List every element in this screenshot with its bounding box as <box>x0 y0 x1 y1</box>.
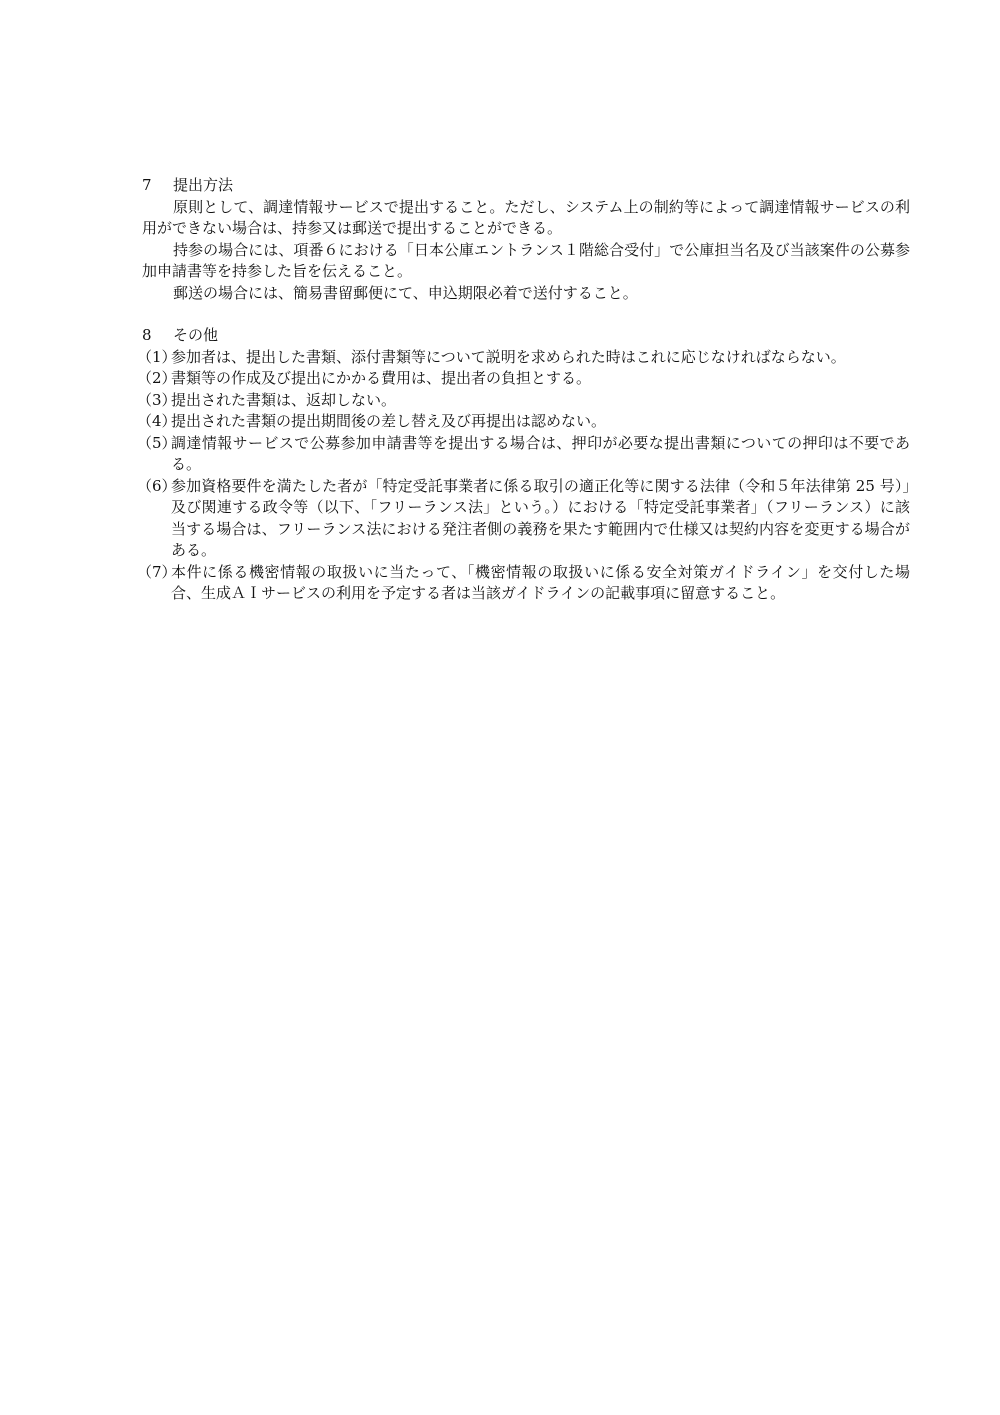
section-number: 7 <box>142 176 152 194</box>
section-title: その他 <box>173 326 219 344</box>
item-text: 書類等の作成及び提出にかかる費用は、提出者の負担とする。 <box>171 369 592 387</box>
section-spacer <box>142 304 910 325</box>
list-item <box>137 433 910 476</box>
item-mark: （6） <box>137 476 177 495</box>
section-8-heading <box>142 325 910 347</box>
section-7-paragraph-1: 原則として、調達情報サービスで提出すること。ただし、システム上の制約等によって調達情報サービスの利用ができない場合は、持参又は郵送で提出することができる。 <box>142 197 910 237</box>
list-item <box>137 390 910 412</box>
item-text: 提出された書類は、返却しない。 <box>171 390 397 409</box>
list-item <box>137 411 910 433</box>
document-body <box>137 175 910 605</box>
section-7-heading <box>142 175 910 197</box>
item-mark: （4） <box>137 412 177 430</box>
item-text: 参加者は、提出した書類、添付書類等について説明を求められた時はこれに応じなければならない。 <box>171 347 846 366</box>
list-item <box>137 368 910 390</box>
list-item <box>137 476 910 562</box>
item-text: 調達情報サービスで公募参加申請書等を提出する場合は、押印が必要な提出書類についての押印は不要である。 <box>171 433 910 473</box>
item-text: 提出された書類の提出期間後の差し替え及び再提出は認めない。 <box>171 412 607 430</box>
item-mark: （1） <box>137 347 177 366</box>
item-mark: （3） <box>137 390 177 409</box>
item-mark: （2） <box>137 369 177 387</box>
list-item <box>137 347 910 369</box>
section-number: 8 <box>142 326 152 344</box>
item-mark: （5） <box>137 433 177 452</box>
section-7-paragraph-2: 持参の場合には、項番６における「日本公庫エントランス１階総合受付」で公庫担当名及び当該案件の公募参加申請書等を持参した旨を伝えること。 <box>142 240 910 280</box>
item-text: 本件に係る機密情報の取扱いに当たって、「機密情報の取扱いに係る安全対策ガイドライン」を交付した場合、生成ＡＩサービスの利用を予定する者は当該ガイドラインの記載事項に留意すること。 <box>171 562 910 602</box>
section-7-paragraph-3: 郵送の場合には、簡易書留郵便にて、申込期限必着で送付すること。 <box>173 283 638 302</box>
list-item <box>137 562 910 605</box>
section-title: 提出方法 <box>173 176 234 194</box>
item-text: 参加資格要件を満たした者が「特定受託事業者に係る取引の適正化等に関する法律（令和５年法律第 25 号）」及び関連する政令等（以下、「フリーランス法」という。）における「特定受託事業者」（フリーランス）に該当する場合は、フリーランス法における発注者側の義務を果たす範囲内で仕様又は契約内容を変更する場合がある。 <box>171 476 910 559</box>
item-mark: （7） <box>137 562 177 581</box>
